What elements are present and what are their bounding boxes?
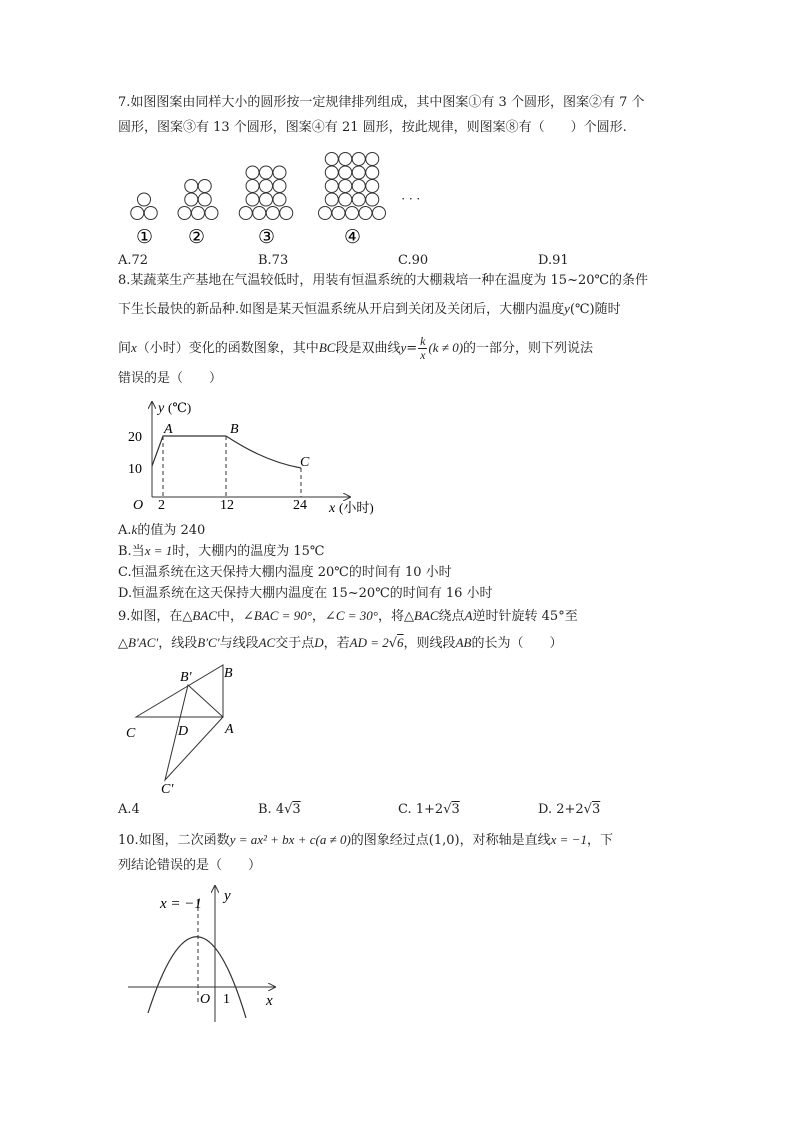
q7-circle bbox=[185, 180, 198, 193]
q10-one-tick: 1 bbox=[223, 992, 230, 1007]
q7-circle bbox=[260, 166, 273, 179]
q10-l1d: ，下 bbox=[586, 833, 613, 848]
q10-parabola bbox=[148, 937, 246, 1018]
q7-label-1: ① bbox=[136, 227, 154, 248]
q7-circle bbox=[339, 166, 352, 179]
q9-opt-b-root: 3 bbox=[292, 802, 301, 817]
q9-text-line1 bbox=[118, 606, 578, 627]
q10-y-label: y bbox=[224, 888, 231, 904]
q7-circle bbox=[325, 193, 338, 206]
q7-circle bbox=[198, 180, 211, 193]
q7-circle bbox=[280, 207, 293, 220]
q10-parabola-graph bbox=[118, 878, 288, 1028]
q10-axis-label: x = −1 bbox=[160, 896, 202, 912]
q8-line3-y: y bbox=[400, 340, 407, 355]
q10-func: y = ax² + bx + c bbox=[229, 832, 316, 847]
q7-circle bbox=[366, 180, 379, 193]
q8-opt-a-post: 的值为 240 bbox=[137, 523, 206, 538]
q8-line2-end: 随时 bbox=[594, 302, 621, 317]
q8-hyperbola-bc bbox=[226, 436, 301, 468]
q9-l1c: 绕点 bbox=[438, 609, 465, 624]
q7-circle bbox=[178, 207, 191, 220]
q7-circle bbox=[352, 166, 365, 179]
q8-text-line1: 8.某蔬菜生产基地在气温较低时，用装有恒温系统的大棚栽培一种在温度为 15~20℃的条件 bbox=[118, 273, 649, 288]
q8-point-a: A bbox=[164, 422, 173, 437]
q7-circle bbox=[266, 207, 279, 220]
q9-pt-d: D bbox=[314, 635, 324, 650]
q7-circle bbox=[352, 153, 365, 166]
q10-text-line1 bbox=[118, 830, 613, 851]
q9-seg2: AC bbox=[258, 635, 276, 650]
q8-opt-a-pre: A. bbox=[118, 523, 132, 538]
q8-x-tick-24: 24 bbox=[293, 498, 307, 513]
q7-option-a: A.72 bbox=[118, 253, 149, 268]
q7-option-b: B.73 bbox=[258, 253, 289, 268]
q7-circle bbox=[332, 207, 345, 220]
q7-circle bbox=[325, 166, 338, 179]
q8-line2-unit: (℃) bbox=[569, 302, 595, 317]
q8-fraction bbox=[418, 335, 427, 362]
q8-temperature-graph bbox=[118, 392, 398, 522]
q7-text-line1: 7.如图图案由同样大小的圆形按一定规律排列组成，其中图案①有 3 个圆形，图案②有 7 个 bbox=[118, 95, 645, 110]
q9-cond-root: 6 bbox=[397, 635, 404, 650]
q8-point-c: C bbox=[300, 455, 310, 470]
q9-opt-c-root: 3 bbox=[451, 802, 460, 817]
q7-ellipsis: · · · bbox=[401, 191, 421, 206]
q8-option-c: C.恒温系统在这天保持大棚内温度 20℃的时间有 10 小时 bbox=[118, 565, 452, 580]
q7-circle bbox=[359, 207, 372, 220]
q7-circle bbox=[325, 180, 338, 193]
q9-opt-c-sqrt: √ bbox=[443, 802, 452, 817]
q7-text-line2: 圆形，图案③有 13 个圆形，图案④有 21 圆形，按此规律，则图案⑧有（ ）个圆形. bbox=[118, 120, 627, 135]
q8-text-line4: 错误的是（ ） bbox=[118, 371, 223, 386]
q8-x-label: x bbox=[329, 501, 336, 516]
q7-circle bbox=[273, 193, 286, 206]
q7-circle bbox=[319, 207, 332, 220]
q8-option-a bbox=[118, 520, 205, 541]
q9-opt-b-pre: B. 4 bbox=[258, 802, 285, 817]
q7-circle bbox=[366, 166, 379, 179]
q9-label-c-prime: C′ bbox=[161, 782, 174, 797]
q7-option-c: C.90 bbox=[398, 253, 429, 268]
q9-label-b-prime: B′ bbox=[180, 670, 192, 685]
q9-l2d: ，若 bbox=[323, 636, 350, 651]
q10-axis-eq: x = −1 bbox=[550, 832, 587, 847]
q9-label-a: A bbox=[225, 722, 234, 737]
q9-ang1: ∠BAC = 90° bbox=[242, 608, 312, 623]
q7-label-4: ④ bbox=[344, 227, 362, 248]
q8-line3-c: 段是双曲线 bbox=[335, 341, 401, 356]
q8-fraction-num: k bbox=[420, 334, 426, 348]
q7-circle bbox=[138, 193, 151, 206]
q8-line3-x: x bbox=[131, 340, 137, 355]
q7-circle bbox=[260, 180, 273, 193]
q8-y-unit: (℃) bbox=[168, 400, 192, 415]
q9-l2e: ，则线段 bbox=[403, 636, 456, 651]
q7-circle bbox=[339, 193, 352, 206]
q8-line3-cond: (k ≠ 0) bbox=[428, 340, 464, 355]
q8-x-tick-12: 12 bbox=[220, 498, 234, 513]
q10-origin: O bbox=[200, 992, 211, 1007]
q8-y-tick-10: 10 bbox=[128, 462, 142, 477]
q9-option-a: A.4 bbox=[118, 802, 140, 817]
q9-seg1: B′C′ bbox=[197, 635, 220, 650]
q7-circle bbox=[246, 180, 259, 193]
q7-circle bbox=[205, 207, 218, 220]
q9-seg3: AB bbox=[455, 635, 472, 650]
q10-text-line2: 列结论错误的是（ ） bbox=[118, 858, 262, 873]
q9-triangle-bac-prime bbox=[165, 685, 223, 780]
q9-mid1: 中， bbox=[216, 609, 243, 624]
q7-circle bbox=[246, 166, 259, 179]
q9-pt-a: A bbox=[464, 608, 473, 623]
q7-label-3: ③ bbox=[258, 227, 276, 248]
q7-circle bbox=[366, 193, 379, 206]
q9-tri2: △BAC bbox=[403, 608, 439, 623]
q9-label-c: C bbox=[126, 726, 136, 741]
q9-sqrt-sign: √ bbox=[388, 636, 398, 651]
q9-triangle-figure bbox=[118, 655, 258, 800]
q8-origin: O bbox=[133, 498, 144, 513]
q8-line3-b: （小时）变化的函数图象，其中 bbox=[136, 341, 319, 356]
q8-line3-d: 的一部分，则下列说法 bbox=[463, 341, 594, 356]
q7-circle bbox=[239, 207, 252, 220]
q9-option-d bbox=[538, 802, 600, 817]
q10-l1c: ，对称轴是直线 bbox=[459, 833, 551, 848]
q7-circle bbox=[352, 193, 365, 206]
q10-l1a: 10.如图，二次函数 bbox=[118, 833, 230, 848]
q8-text-line2 bbox=[118, 299, 621, 320]
q9-sep: ， bbox=[311, 609, 325, 624]
q8-fraction-den: x bbox=[420, 348, 426, 362]
q9-l1a: 9.如图，在 bbox=[118, 609, 183, 624]
q9-l2c: 交于点 bbox=[275, 636, 315, 651]
q7-circle bbox=[198, 193, 211, 206]
q8-line3-eq: = bbox=[406, 341, 418, 356]
q9-option-c bbox=[398, 802, 460, 817]
q7-circle bbox=[253, 207, 266, 220]
q8-line3-a: 间 bbox=[118, 341, 132, 356]
q8-point-b: B bbox=[230, 422, 239, 437]
q9-option-b bbox=[258, 802, 301, 817]
q7-circle bbox=[273, 180, 286, 193]
q7-circle bbox=[273, 166, 286, 179]
q8-option-b bbox=[118, 541, 324, 562]
q7-circle bbox=[346, 207, 359, 220]
q9-l2f: 的长为（ ） bbox=[471, 636, 563, 651]
q10-l1b: 的图象经过点 bbox=[350, 833, 429, 848]
q7-circle bbox=[352, 180, 365, 193]
q9-opt-d-pre: D. 2+2 bbox=[538, 802, 584, 817]
q7-circle bbox=[260, 193, 273, 206]
q7-circle bbox=[246, 193, 259, 206]
q9-l2b: 与线段 bbox=[219, 636, 259, 651]
q7-circle bbox=[131, 207, 144, 220]
q8-y-label: y bbox=[158, 401, 165, 416]
q7-circle bbox=[366, 153, 379, 166]
q9-l2a: ，线段 bbox=[158, 636, 198, 651]
q9-tri3: △B′AC′ bbox=[118, 635, 159, 650]
q9-text-line2 bbox=[118, 633, 562, 654]
q8-opt-b-eq: x = 1 bbox=[144, 543, 173, 558]
q7-circle bbox=[339, 180, 352, 193]
q9-opt-c-pre: C. 1+2 bbox=[398, 802, 444, 817]
q9-opt-d-root: 3 bbox=[591, 802, 601, 817]
q8-opt-b-pre: B.当 bbox=[118, 544, 145, 559]
q7-circle bbox=[144, 207, 157, 220]
q9-cond: AD = 2 bbox=[349, 635, 389, 650]
q8-line3-bc: BC bbox=[318, 340, 336, 355]
q7-circle bbox=[325, 153, 338, 166]
q9-tri1: △BAC bbox=[182, 608, 217, 623]
q8-x-unit: (小时) bbox=[339, 500, 374, 515]
q8-line2-text: 下生长最快的新品种.如图是某天恒温系统从开启到关闭及关闭后，大棚内温度 bbox=[118, 302, 565, 317]
q9-opt-d-sqrt: √ bbox=[583, 802, 592, 817]
q8-line2-var: y bbox=[564, 301, 570, 316]
q10-x-label: x bbox=[266, 993, 273, 1009]
q7-circle bbox=[192, 207, 205, 220]
q8-opt-b-post: 时，大棚内的温度为 15℃ bbox=[172, 544, 325, 559]
q9-opt-b-sqrt: √ bbox=[284, 802, 293, 817]
q7-circle bbox=[185, 193, 198, 206]
q9-l1d: 逆时针旋转 45°至 bbox=[472, 609, 578, 624]
q8-text-line3 bbox=[118, 335, 593, 362]
q8-y-tick-20: 20 bbox=[128, 430, 142, 445]
q8-option-d: D.恒温系统在这天保持大棚内温度在 15~20℃的时间有 16 小时 bbox=[118, 586, 493, 601]
q10-point: (1,0) bbox=[428, 833, 460, 848]
q8-x-tick-2: 2 bbox=[158, 498, 165, 513]
q7-option-d: D.91 bbox=[538, 253, 569, 268]
q7-label-2: ② bbox=[188, 227, 206, 248]
q7-circle-patterns bbox=[118, 140, 438, 250]
q10-cond: (a ≠ 0) bbox=[315, 832, 351, 847]
q9-label-d: D bbox=[178, 724, 189, 739]
q9-l1b: ，将 bbox=[377, 609, 404, 624]
q9-ang2: ∠C = 30° bbox=[324, 608, 378, 623]
q7-circle bbox=[339, 153, 352, 166]
q7-circle bbox=[373, 207, 386, 220]
q9-label-b: B bbox=[224, 666, 233, 681]
q8-opt-a-var: k bbox=[131, 522, 138, 537]
